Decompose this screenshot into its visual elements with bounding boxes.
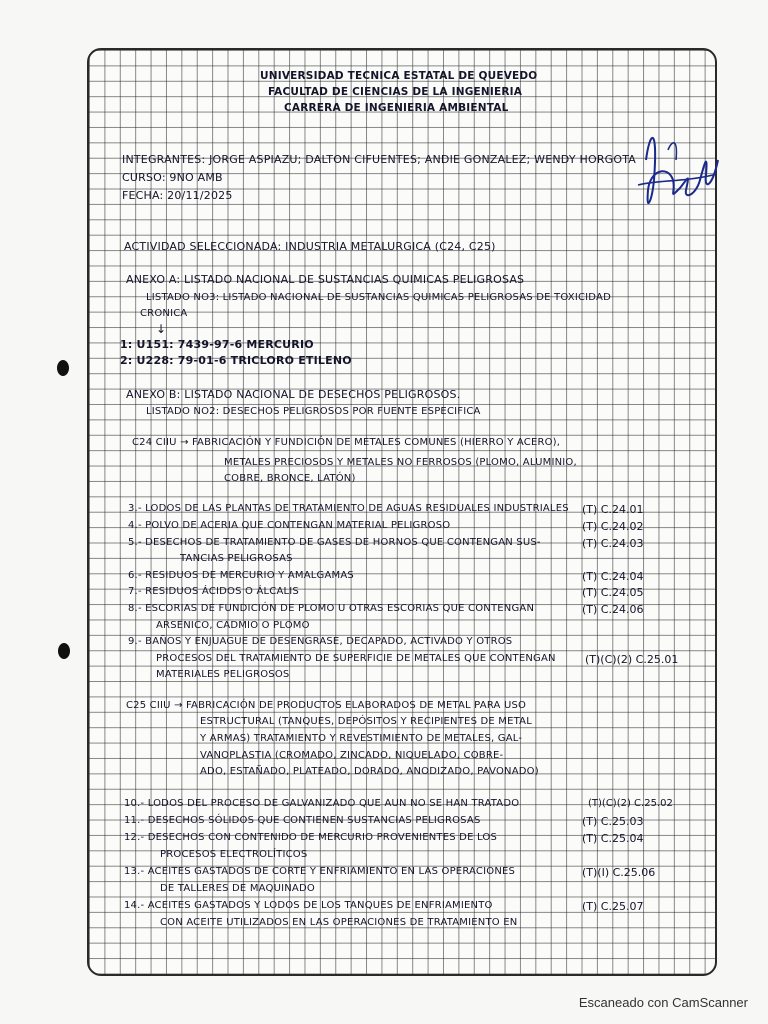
c24-description-2: METALES PRECIOSOS Y METALES NO FERROSOS (PLOMO, ALUMINIO, [224,457,577,468]
actividad-line: ACTIVIDAD SELECCIONADA: INDUSTRIA METALURGICA (C24, C25) [124,240,496,253]
curso-line: CURSO: 9NO AMB [122,171,223,184]
c24-item-text: 4.- POLVO DE ACERIA QUE CONTENGAN MATERIAL PELIGROSO [128,520,451,531]
c25-item-text: 12.- DESECHOS CON CONTENIDO DE MERCURIO PROVENIENTES DE LOS [124,832,498,843]
c24-item-code: (T) C.24.01 [582,503,644,516]
scanner-watermark: Escaneado con CamScanner [578,995,748,1010]
anexo-a-listado-2: CRONICA [140,308,188,319]
c24-item-text: 3.- LODOS DE LAS PLANTAS DE TRATAMIENTO DE AGUAS RESIDUALES INDUSTRIALES [128,503,569,514]
c25-item-code: (T)(C)(2) C.25.02 [588,798,673,809]
c25-description-3: Y ARMAS) TRATAMIENTO Y REVESTIMIENTO DE METALES, GAL- [200,733,523,744]
header-line-2: FACULTAD DE CIENCIAS DE LA INGENIERIA [268,86,523,98]
anexo-a-listado-1: LISTADO NO3: LISTADO NACIONAL DE SUSTANCIAS QUIMICAS PELIGROSAS DE TOXICIDAD [146,292,611,303]
anexo-b-title: ANEXO B: LISTADO NACIONAL DE DESECHOS PELIGROSOS. [126,388,461,401]
c25-item-code: (T) C.25.07 [582,900,644,913]
c24-item-code: (T) C.24.04 [582,570,644,583]
c24-item-text: ARSENICO, CADMIO O PLOMO [156,620,310,631]
c25-description-2: ESTRUCTURAL (TANQUES, DEPÓSITOS Y RECIPIENTES DE METAL [200,716,532,727]
c24-item-code: (T) C.24.05 [582,586,644,599]
c24-item-text: TANCIAS PELIGROSAS [180,553,293,564]
c25-item-text: DE TALLERES DE MAQUINADO [160,883,315,894]
punch-hole [57,360,69,376]
integrantes-line: INTEGRANTES: JORGE ASPIAZU; DALTON CIFUENTES; ANDIE GONZALEZ; WENDY HORGOTA [122,153,637,166]
c25-item-text: 14.- ACEITES GASTADOS Y LODOS DE LOS TANQUES DE ENFRIAMIENTO [124,900,493,911]
punch-hole [58,643,70,659]
signature-mark [628,120,728,230]
c24-item-text: PROCESOS DEL TRATAMIENTO DE SUPERFICIE DE METALES QUE CONTENGAN [156,653,556,664]
c25-description-5: ADO, ESTAÑADO, PLATEADO, DORADO, ANODIZADO, PAVONADO) [200,766,539,777]
c24-item-code: (T) C.24.03 [582,537,644,550]
c24-item-text: 9.- BAÑOS Y ENJUAGUE DE DESENGRASE, DECAPADO, ACTIVADO Y OTROS [128,636,513,647]
anexo-a-item-1: 1: U151: 7439-97-6 MERCURIO [120,338,314,351]
anexo-b-listado: LISTADO NO2: DESECHOS PELIGROSOS POR FUENTE ESPECIFICA [146,406,481,417]
anexo-a-item-2: 2: U228: 79-01-6 TRICLORO ETILENO [120,354,352,367]
c25-item-code: (T)(I) C.25.06 [582,866,656,879]
fecha-line: FECHA: 20/11/2025 [122,189,233,202]
c24-item-text: 6.- RESIDUOS DE MERCURIO Y AMALGAMAS [128,570,354,581]
c24-item-text: 7.- RESIDUOS ÁCIDOS O ÁLCALIS [128,586,299,597]
c25-item-code: (T) C.25.04 [582,832,644,845]
c24-item-code: (T) C.24.02 [582,520,644,533]
header-line-3: CARRERA DE INGENIERIA AMBIENTAL [284,102,509,114]
c24-item-text: 5.- DESECHOS DE TRATAMIENTO DE GASES DE HORNOS QUE CONTENGAN SUS- [128,537,541,548]
c25-description-4: VANOPLASTIA (CROMADO, ZINCADO, NIQUELADO, COBRE- [200,750,504,761]
c25-item-text: CON ACEITE UTILIZADOS EN LAS OPERACIONES DE TRATAMIENTO EN [160,917,518,928]
c24-item-code: (T)(C)(2) C.25.01 [585,653,679,666]
c25-item-text: PROCESOS ELECTROLÍTICOS [160,849,308,860]
c25-description-1: C25 CIIU → FABRICACIÓN DE PRODUCTOS ELABORADOS DE METAL PARA USO [126,700,527,711]
c25-item-text: 11.- DESECHOS SÓLIDOS QUE CONTIENEN SUSTANCIAS PELIGROSAS [124,815,481,826]
c24-item-code: (T) C.24.06 [582,603,644,616]
c25-item-code: (T) C.25.03 [582,815,644,828]
c24-description-1: C24 CIIU → FABRICACIÓN Y FUNDICIÓN DE METALES COMUNES (HIERRO Y ACERO), [132,437,561,448]
c25-item-text: 10.- LODOS DEL PROCESO DE GALVANIZADO QUE AUN NO SE HAN TRATADO [124,798,520,809]
c25-item-text: 13.- ACEITES GASTADOS DE CORTE Y ENFRIAMIENTO EN LAS OPERACIONES [124,866,516,877]
down-arrow-icon: ↓ [156,322,167,336]
header-line-1: UNIVERSIDAD TECNICA ESTATAL DE QUEVEDO [260,70,538,82]
c24-description-3: COBRE, BRONCE, LATÓN) [224,473,356,484]
c24-item-text: MATERIALES PELIGROSOS [156,669,290,680]
c24-item-text: 8.- ESCORIAS DE FUNDICIÓN DE PLOMO U OTRAS ESCORIAS QUE CONTENGAN [128,603,535,614]
anexo-a-title: ANEXO A: LISTADO NACIONAL DE SUSTANCIAS QUIMICAS PELIGROSAS [126,273,525,286]
